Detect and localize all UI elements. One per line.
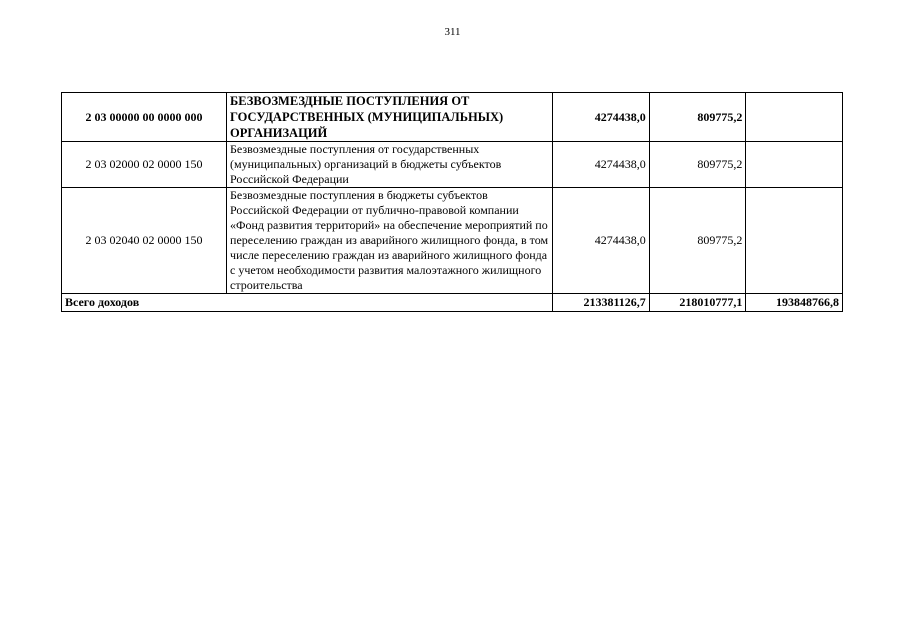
budget-code: 2 03 00000 00 0000 000: [62, 93, 227, 142]
amount-year-3: [746, 142, 843, 188]
revenue-table: [61, 92, 843, 312]
amount-year-2: 809775,2: [649, 93, 746, 142]
total-year-1: 213381126,7: [553, 294, 650, 312]
amount-year-3: [746, 93, 843, 142]
table-row: [62, 188, 843, 294]
total-row: [62, 294, 843, 312]
table-row: [62, 93, 843, 142]
total-label: Всего доходов: [62, 294, 553, 312]
revenue-name: Безвозмездные поступления от государственных (муниципальных) организаций в бюджеты субъектов Российской Федерации: [227, 142, 553, 188]
revenue-name: БЕЗВОЗМЕЗДНЫЕ ПОСТУПЛЕНИЯ ОТ ГОСУДАРСТВЕННЫХ (МУНИЦИПАЛЬНЫХ) ОРГАНИЗАЦИЙ: [227, 93, 553, 142]
amount-year-1: 4274438,0: [553, 93, 650, 142]
amount-year-2: 809775,2: [649, 188, 746, 294]
amount-year-1: 4274438,0: [553, 142, 650, 188]
page-number: 311: [444, 26, 461, 38]
amount-year-1: 4274438,0: [553, 188, 650, 294]
amount-year-2: 809775,2: [649, 142, 746, 188]
amount-year-3: [746, 188, 843, 294]
total-year-3: 193848766,8: [746, 294, 843, 312]
total-year-2: 218010777,1: [649, 294, 746, 312]
budget-code: 2 03 02000 02 0000 150: [62, 142, 227, 188]
table-row: [62, 142, 843, 188]
budget-code: 2 03 02040 02 0000 150: [62, 188, 227, 294]
revenue-name: Безвозмездные поступления в бюджеты субъектов Российской Федерации от публично-правовой компании «Фонд развития территорий» на обеспечение мероприятий по переселению граждан из аварийного жилищного фонда, в том числе переселению граждан из аварийного жилищного фонда с учетом необходимости развития малоэтажного жилищного строительства: [227, 188, 553, 294]
